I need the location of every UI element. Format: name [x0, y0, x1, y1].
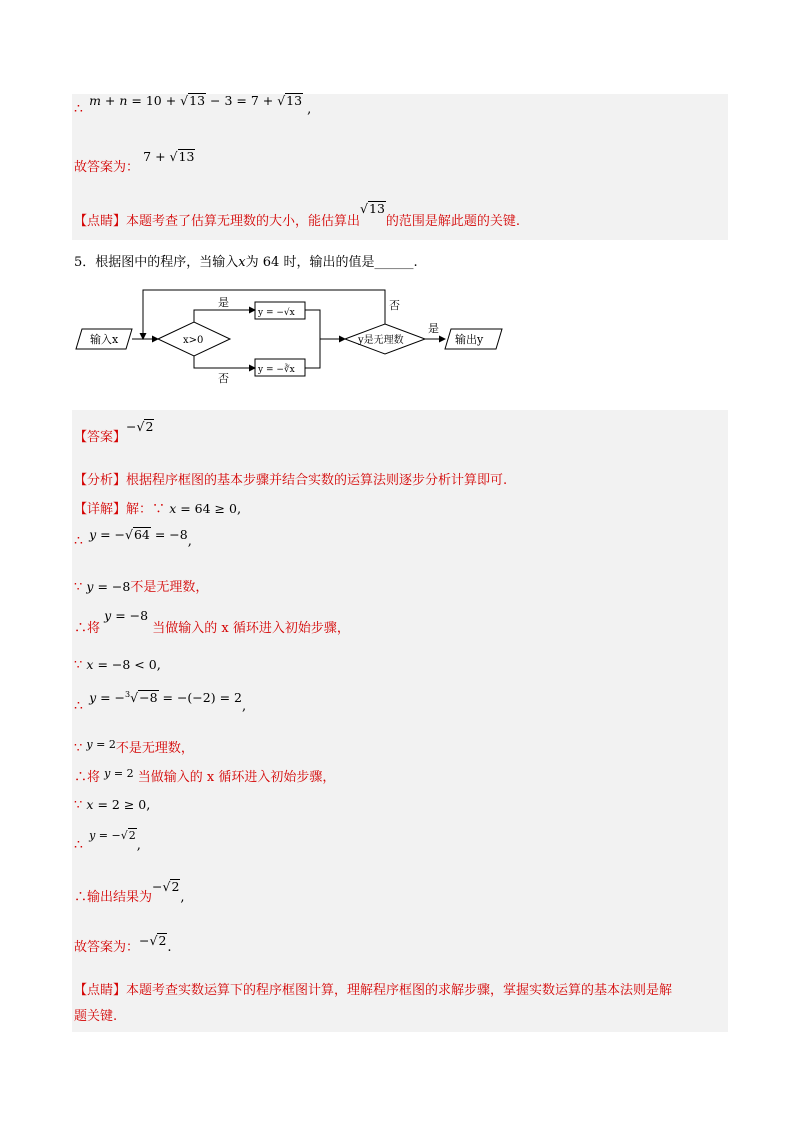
step-line: ∴ y = −√64 = −8,	[74, 527, 192, 549]
step-math: x = −8 < 0	[86, 657, 157, 672]
analysis-line: 【分析】根据程序框图的基本步骤并结合实数的运算法则逐步分析计算即可.	[74, 473, 508, 488]
q4-point-line: 【点睛】本题考查了估算无理数的大小，能估算出√13的范围是解此题的关键.	[74, 201, 521, 229]
step-line: ∵ x = −8 < 0,	[74, 657, 161, 673]
flow-no1-label: 否	[218, 372, 229, 385]
answer-line: 【答案】−√2	[74, 419, 154, 445]
q4-point-math: √13	[360, 201, 385, 216]
detail-line: 【详解】解：∵ x = 64 ≥ 0,	[74, 501, 242, 517]
final-answer-line: 故答案为：−√2.	[74, 933, 172, 955]
flow-irrational-label: y是无理数	[358, 335, 404, 346]
step-math: y = −√2	[89, 829, 136, 842]
step-line: ∴将 $^{y = 2}$ 当做输入的 x 循环进入初始步骤，	[74, 767, 336, 785]
final-answer-math: −√2	[139, 933, 167, 948]
q4-result-math: m + n = 10 + √13 − 3 = 7 + √13	[89, 93, 303, 108]
step-math: y = −$^3$√−8 = −(−2) = 2	[89, 690, 242, 706]
step-math: y = 2	[104, 767, 134, 780]
output-line: ∴输出结果为−√2,	[74, 879, 185, 905]
point-line-1: 【点睛】本题考查实数运算下的程序框图计算，理解程序框图的求解步骤，掌握实数运算的基本法则是解	[74, 983, 673, 998]
flow-condition-label: x>0	[183, 335, 204, 346]
point-line-2: 题关键.	[74, 1009, 118, 1024]
q4-answer-math: 7 + √13	[143, 149, 195, 164]
q4-result-line: ∴ m + n = 10 + √13 − 3 = 7 + √13 ,	[74, 93, 312, 117]
q5-question: 5．根据图中的程序，当输入x为 64 时，输出的值是______.	[74, 255, 418, 270]
step-math: y = −8	[104, 608, 149, 623]
step-line: ∵ y = −8不是无理数，	[74, 579, 209, 595]
output-math: −√2	[152, 879, 180, 894]
step-math: x = 2 ≥ 0	[86, 797, 147, 812]
flow-input-label: 输入x	[90, 333, 119, 346]
step-math: y = −√64 = −8	[89, 527, 188, 542]
step-math: y = −8	[86, 579, 131, 594]
flow-box-sqrt-label: y = −√x	[258, 308, 295, 318]
flow-no2-label: 否	[389, 299, 400, 312]
step-line: ∴ $^{y = -√2}$,	[74, 829, 141, 853]
step-line: ∴ y = −$^3$√−8 = −(−2) = 2,	[74, 690, 247, 715]
step-line: ∵ $^{y = 2}$不是无理数，	[74, 738, 194, 756]
step-line: ∴将 y = −8 当做输入的 x 循环进入初始步骤，	[74, 608, 350, 636]
step-line: ∵ x = 2 ≥ 0,	[74, 797, 151, 813]
answer-math: −√2	[126, 419, 154, 434]
flowchart	[70, 282, 510, 390]
step-math: y = 2	[86, 738, 116, 751]
flow-box-cbrt-label: y = −∛x	[258, 365, 295, 375]
flow-yes1-label: 是	[218, 296, 229, 309]
flow-yes2-label: 是	[428, 322, 439, 335]
step-math: x = 64 ≥ 0	[169, 501, 237, 516]
q4-answer-line: 故答案为： 7 + √13	[74, 149, 195, 175]
flow-output-label: 输出y	[455, 333, 484, 346]
